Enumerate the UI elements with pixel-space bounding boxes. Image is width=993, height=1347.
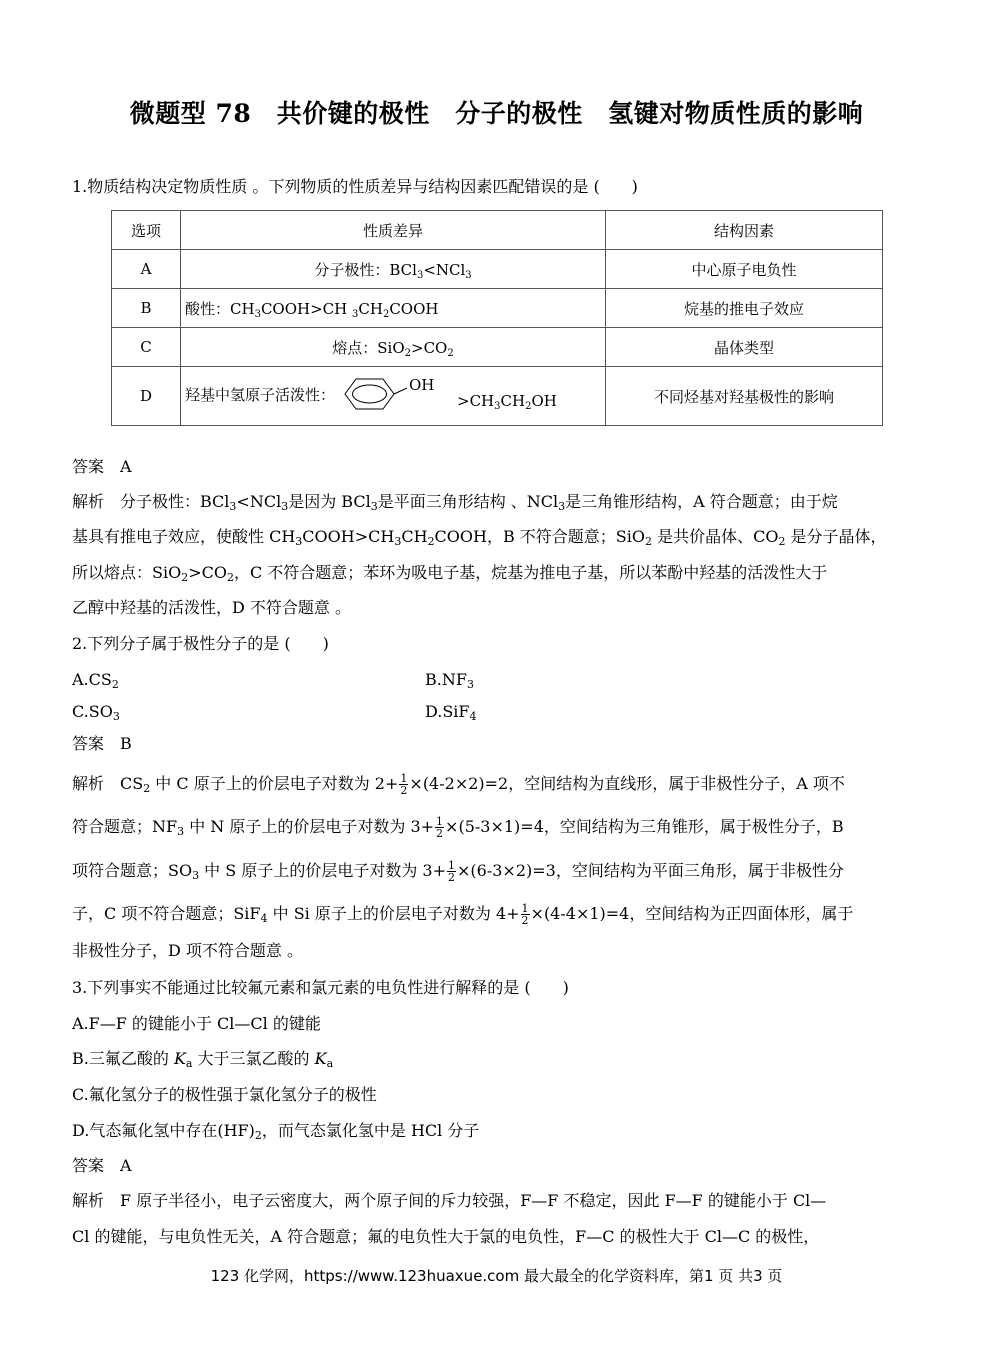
q3-option-b: B.三氟乙酸的 $K_a$ 大于三氯乙酸的 $K_a$ [72,1049,334,1070]
row-c-option: C [112,328,181,367]
q3-option-c: C.氟化氢分子的极性强于氯化氢分子的极性 [72,1085,377,1104]
q2-analysis-line: 符合题意；$NF_3$ 中 N 原子上的价层电子对数为 3+ $\frac{1}{2}$ ×(5-3×1)=4，空间结构为三角锥形，属于极性分子，B [72,815,844,840]
q1-analysis-line: 基具有推电子效应，使酸性 $CH_3COOH>CH_3CH_2COOH$，B 不符合题意；SiO$_2$ 是共价晶体、$CO_2$ 是分子晶体， [72,527,887,548]
q2-analysis-line: 解析 $CS_2$ 中 C 原子上的价层电子对数为 2+ $\frac{1}{2}$ ×(4-2×2)=2，空间结构为直线形，属于非极性分子，A 项不 [72,772,845,797]
row-b-factor: 烷基的推电子效应 [606,289,883,328]
row-b-option: B [112,289,181,328]
row-d-property: 羟基中氢原子活泼性： OH $>CH_3CH_2OH$ [181,367,606,426]
q1-answer: 答案 A [72,457,132,476]
q2-answer: 答案 B [72,734,132,753]
row-b-prefix: 酸性： [185,299,231,318]
row-b-property: 酸性：$CH_3COOH>CH$ $_3CH_2COOH$ [181,289,606,328]
oh-label: OH [409,376,435,394]
table-row [112,250,883,289]
row-c-factor: 晶体类型 [606,328,883,367]
page-footer: 123 化学网，https://www.123huaxue.com 最大最全的化学资料库，第1 页 共3 页 [210,1267,783,1285]
q2-analysis-line: 项符合题意；$SO_3$ 中 S 原子上的价层电子对数为 3+ $\frac{1}{2}$ ×(6-3×2)=3，空间结构为平面三角形，属于非极性分 [72,859,844,884]
table-row [112,367,883,426]
q1-stem: 1.物质结构决定物质性质 。下列物质的性质差异与结构因素匹配错误的是 ( ) [72,177,638,196]
fraction: $\frac{1}{2}$ [448,859,455,884]
q2-analysis-line: 非极性分子，D 项不符合题意 。 [72,941,304,960]
row-c-prefix: 熔点： [332,338,378,357]
row-d-prefix: 羟基中氢原子活泼性： [185,386,336,404]
row-d-option: D [112,367,181,426]
q3-stem: 3.下列事实不能通过比较氟元素和氯元素的电负性进行解释的是 ( ) [72,978,569,997]
row-a-option: A [112,250,181,289]
q1-analysis-line: 乙醇中羟基的活泼性，D 不符合题意 。 [72,598,352,617]
q2-analysis-line: 子，C 项不符合题意；SiF$_4$ 中 Si 原子上的价层电子对数为 4+ $\frac{1}{2}$ ×(4-4×1)=4，空间结构为正四面体形，属于 [72,902,854,927]
row-a-property: 分子极性：BCl$_3$<NCl$_3$ [181,250,606,289]
row-d-factor: 不同烃基对羟基极性的影响 [606,367,883,426]
q2-stem: 2.下列分子属于极性分子的是 ( ) [72,634,329,653]
q3-analysis-line: 解析 F 原子半径小，电子云密度大，两个原子间的斥力较强，F—F 不稳定，因此 F—F 的键能小于 Cl— [72,1191,827,1210]
q2-option-b: $B.NF_3$ [425,670,474,691]
q1-analysis-line: 解析 分子极性：BCl$_3$<NCl$_3$是因为 BCl$_3$是平面三角形结构 、NCl$_3$是三角锥形结构，A 符合题意；由于烷 [72,492,838,513]
q1-table [111,210,883,426]
phenol-structure-icon [335,373,457,419]
page-title: 微题型 78 共价键的极性 分子的极性 氢键对物质性质的影响 [129,99,864,128]
row-a-prefix: 分子极性： [314,260,390,279]
q3-option-d: D.气态氟化氢中存在$(HF)_2$，而气态氯化氢中是 HCl 分子 [72,1121,480,1142]
fraction: $\frac{1}{2}$ [436,815,444,840]
q1-analysis-line: 所以熔点：$SiO_2>CO_2$，C 不符合题意；苯环为吸电子基，烷基为推电子基，所以苯酚中羟基的活泼性大于 [72,563,828,584]
q2-option-d: D.SiF$_4$ [425,702,477,723]
row-c-property: 熔点：$SiO_2>CO_2$ [181,328,606,367]
table-row [112,289,883,328]
q2-option-c: $C.SO_3$ [72,702,120,723]
q3-option-a: A.F—F 的键能小于 Cl—Cl 的键能 [72,1014,321,1033]
fraction: $\frac{1}{2}$ [400,772,408,797]
header-option: 选项 [112,211,181,250]
q3-answer: 答案 A [72,1156,132,1175]
q3-analysis-line: Cl 的键能，与电负性无关，A 符合题意；氟的电负性大于氯的电负性，F—C 的极性大于 Cl—C 的极性， [72,1227,820,1246]
table-header-row [112,211,883,250]
header-property: 性质差异 [181,211,606,250]
header-factor: 结构因素 [606,211,883,250]
q2-option-a: $A.CS_2$ [72,670,119,691]
table-row [112,328,883,367]
row-a-factor: 中心原子电负性 [606,250,883,289]
fraction: $\frac{1}{2}$ [521,902,529,927]
